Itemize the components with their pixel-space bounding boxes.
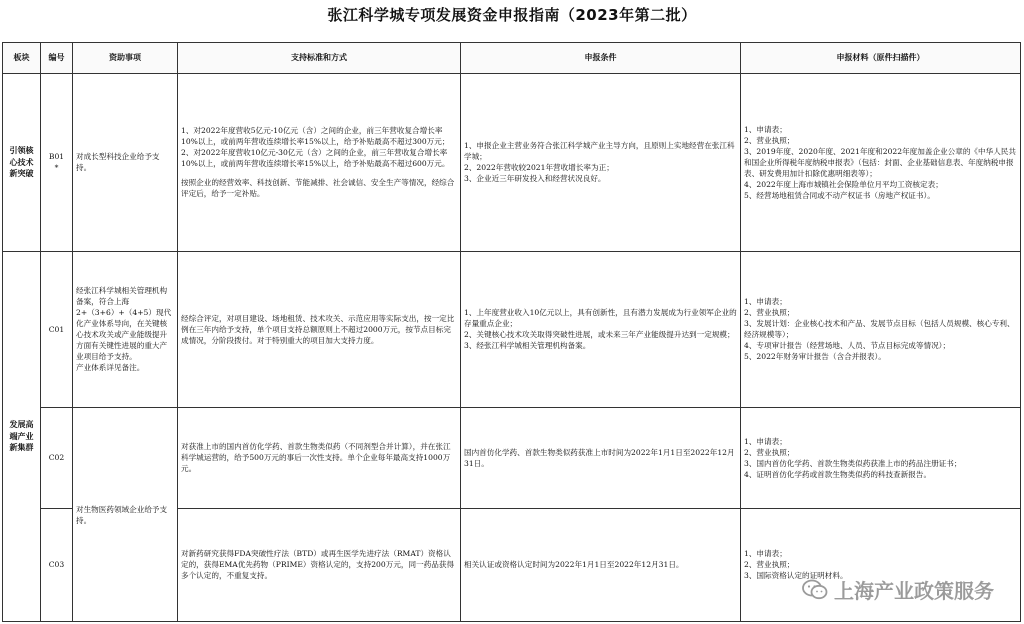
conditions-cell: 1、上年度营业收入10亿元以上，具有创新性，且有潜力发展成为行业领军企业的存量重点企业； 2、关键核心技术攻关取得突破性进展，或未来三年产业能级提升达到一定规模； 3、经张江科学城相关管理机构备案。 bbox=[461, 251, 741, 407]
table-row bbox=[3, 251, 1021, 407]
code-cell: C01 bbox=[41, 251, 73, 407]
table-header-row bbox=[3, 43, 1021, 74]
standard-text: 1、对2022年度营收5亿元-10亿元（含）之间的企业，前三年营收复合增长率10%以上，或前两年营收连续增长率15%以上，给予补贴最高不超过300万元； 2、对2022年度营收10亿元-30亿元（含）之间的企业，前三年营收复合增长率10%以上，或前两年营收连续增长率15%以上，给予补贴最高不超过600万元。 bbox=[181, 126, 450, 169]
standard-cell: 对获准上市的国内首仿化学药、首款生物类似药（不同剂型合并计算），并在张江科学城运营的，给予500万元的事后一次性支持。单个企业每年最高支持1000万元。 bbox=[178, 408, 461, 509]
item-cell: 对成长型科技企业给予支持。 bbox=[73, 74, 178, 252]
materials-cell: 1、申请表； 2、营业执照； 3、2019年度、2020年度、2021年度和2022年度加盖企业公章的《中华人民共和国企业所得税年度纳税申报表》（包括：封面、企业基础信息表、年度纳税申报表、研发费用加计扣除优惠明细表等）； 4、2022年度上海市城镇社会保险单位月平均工资核定表； 5、经营场地租赁合同或不动产权证书（房地产权证书）。 bbox=[741, 74, 1021, 252]
table-row bbox=[3, 408, 1021, 509]
section-cell: 引领核心技术新突破 bbox=[3, 74, 41, 252]
standard-cell: 对新药研究获得FDA突破性疗法（BTD）或再生医学先进疗法（RMAT）资格认定的，获得EMA优先药物（PRIME）资格认定的，支持200万元，同一药品获得多个认定的，不重复支持。 bbox=[178, 508, 461, 621]
section-cell: 发展高端产业新集群 bbox=[3, 251, 41, 621]
wechat-watermark bbox=[802, 575, 994, 604]
header-item: 资助事项 bbox=[73, 43, 178, 74]
code-cell: C02 bbox=[41, 408, 73, 509]
watermark-text: 上海产业政策服务 bbox=[834, 579, 994, 603]
page-title: 张江科学城专项发展资金申报指南（2023年第二批） bbox=[327, 6, 697, 24]
table-row bbox=[3, 74, 1021, 252]
header-section: 板块 bbox=[3, 43, 41, 74]
item-cell: 经张江科学城相关管理机构备案，符合上海2+（3+6）+（4+5）现代化产业体系导向，在关键核心技术攻关或产业能级提升方面有关键性进展的重大产业项目给予支持。 产业体系详见备注。 bbox=[73, 251, 178, 407]
materials-cell: 1、申请表； 2、营业执照； 3、国内首仿化学药、首款生物类似药获准上市的药品注册证书； 4、证明首仿化学药或首款生物类似药的科技查新报告。 bbox=[741, 408, 1021, 509]
guideline-table bbox=[2, 42, 1021, 622]
wechat-logo-icon bbox=[802, 579, 828, 601]
code-cell: C03 bbox=[41, 508, 73, 621]
item-cell: 对生物医药领域企业给予支持。 bbox=[73, 408, 178, 622]
code-cell: B01 * bbox=[41, 74, 73, 252]
header-standard: 支持标准和方式 bbox=[178, 43, 461, 74]
conditions-cell: 国内首仿化学药、首款生物类似药获准上市时间为2022年1月1日至2022年12月31日。 bbox=[461, 408, 741, 509]
materials-cell: 1、申请表； 2、营业执照； 3、发展计划：企业核心技术和产品、发展节点目标（包括人员规模、核心专利、经济规模等）； 4、专项审计报告（经营场地、人员、节点目标完成等情况）； 5、2022年财务审计报告（含合并报表）。 bbox=[741, 251, 1021, 407]
conditions-cell: 1、申报企业主营业务符合张江科学城产业主导方向，且原则上实地经营在张江科学城； 2、2022年营收较2021年营收增长率为正； 3、企业近三年研发投入和经营状况良好。 bbox=[461, 74, 741, 252]
materials-cell: 1、申请表； 2、营业执照； 3、国际资格认定的证明材料。 bbox=[741, 508, 1021, 621]
standard-text-extra: 按照企业的经营效率、科技创新、节能减排、社会诚信、安全生产等情况，经综合评定后，给予一定补贴。 bbox=[181, 178, 455, 199]
conditions-cell: 相关认证或资格认定时间为2022年1月1日至2022年12月31日。 bbox=[461, 508, 741, 621]
header-conditions: 申报条件 bbox=[461, 43, 741, 74]
header-code: 编号 bbox=[41, 43, 73, 74]
header-materials: 申报材料（原件扫描件） bbox=[741, 43, 1021, 74]
standard-cell: 经综合评定，对项目建设、场地租赁、技术攻关、示范应用等实际支出，按一定比例在三年内给予支持，单个项目支持总额原则上不超过2000万元，按节点目标完成情况，分阶段拨付。对于特别重大的项目加大支持力度。 bbox=[178, 251, 461, 407]
standard-cell bbox=[178, 74, 461, 252]
